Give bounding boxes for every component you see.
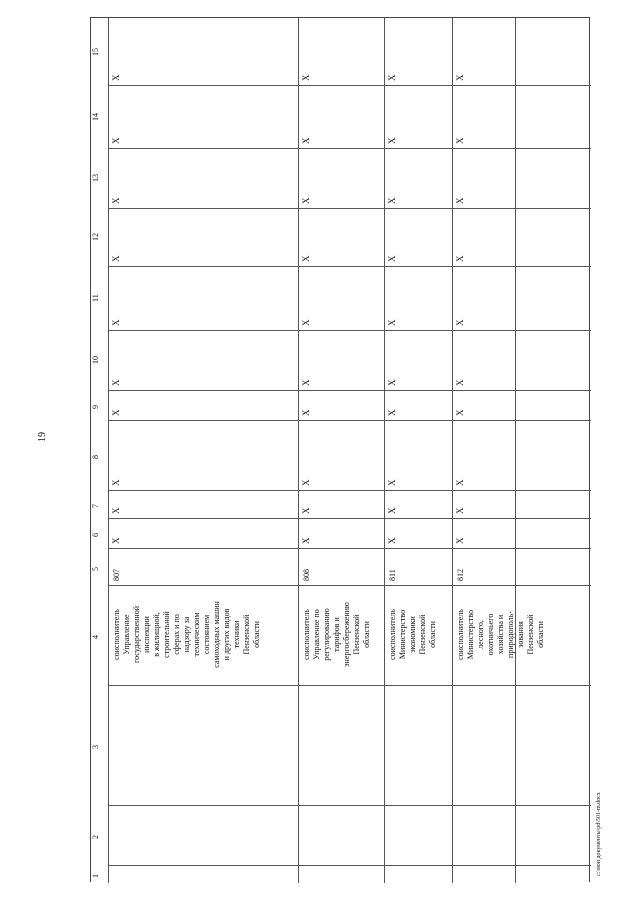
row-808-mark-12: X bbox=[301, 255, 311, 262]
row-name-line: состоянием bbox=[202, 614, 211, 655]
row-812-mark-12: X bbox=[455, 255, 465, 262]
row-name-line: соисполнитель bbox=[456, 609, 465, 660]
row-807-mark-7: X bbox=[111, 507, 121, 514]
row-811-name bbox=[388, 586, 438, 683]
column-header-15: 15 bbox=[91, 47, 100, 56]
row-name-line: техническим bbox=[192, 612, 201, 657]
row-812-mark-10: X bbox=[455, 379, 465, 386]
table-rule bbox=[108, 548, 591, 549]
row-812-code: 812 bbox=[456, 569, 465, 581]
row-name-line: области bbox=[252, 621, 261, 648]
row-807-name bbox=[112, 586, 262, 683]
footer-file-path: c:\мои документы\pd\501-m.docx bbox=[596, 792, 602, 876]
table-rule bbox=[108, 85, 591, 86]
row-name-line: сферах и по bbox=[172, 614, 181, 655]
column-header-7: 7 bbox=[91, 504, 100, 508]
row-812-mark-15: X bbox=[455, 74, 465, 81]
row-808-code: 808 bbox=[302, 569, 311, 581]
row-name-line: области bbox=[536, 621, 545, 648]
row-811-mark-9: X bbox=[387, 409, 397, 416]
table-rule bbox=[108, 865, 591, 866]
table-rule bbox=[108, 208, 591, 209]
row-812-mark-14: X bbox=[455, 137, 465, 144]
row-807-code: 807 bbox=[112, 569, 121, 581]
row-807-mark-15: X bbox=[111, 74, 121, 81]
row-name-line: Министерство bbox=[466, 609, 475, 660]
row-807-mark-12: X bbox=[111, 255, 121, 262]
row-name-line: хозяйства и bbox=[496, 614, 505, 655]
column-header-6: 6 bbox=[91, 533, 100, 537]
data-table bbox=[90, 17, 590, 882]
row-name-line: в жилищной, bbox=[152, 612, 161, 657]
row-811-code: 811 bbox=[388, 569, 397, 581]
row-808-mark-11: X bbox=[301, 319, 311, 326]
row-807-mark-8: X bbox=[111, 479, 121, 486]
row-811-mark-13: X bbox=[387, 197, 397, 204]
row-812-name bbox=[456, 586, 546, 683]
row-name-line: Пензенской bbox=[526, 614, 535, 655]
row-name-line: лесного, bbox=[476, 620, 485, 649]
column-header-10: 10 bbox=[91, 356, 100, 364]
row-811-mark-7: X bbox=[387, 507, 397, 514]
row-808-mark-10: X bbox=[301, 379, 311, 386]
row-name-line: надзору за bbox=[182, 616, 191, 653]
row-name-line: инспекции bbox=[142, 616, 151, 653]
row-811-mark-14: X bbox=[387, 137, 397, 144]
row-name-line: строительной bbox=[162, 611, 171, 658]
column-header-3: 3 bbox=[91, 745, 100, 749]
table-rule bbox=[108, 685, 591, 686]
row-812-mark-9: X bbox=[455, 409, 465, 416]
row-808-mark-14: X bbox=[301, 137, 311, 144]
row-name-line: тарифов и bbox=[332, 617, 341, 652]
row-807-mark-6: X bbox=[111, 537, 121, 544]
row-812-mark-6: X bbox=[455, 537, 465, 544]
row-name-line: природополь- bbox=[506, 611, 515, 658]
row-811-mark-12: X bbox=[387, 255, 397, 262]
row-name-line: Пензенской bbox=[418, 614, 427, 655]
row-811-mark-10: X bbox=[387, 379, 397, 386]
row-name-line: техники bbox=[232, 620, 241, 649]
row-name-line: соисполнитель bbox=[302, 609, 311, 660]
row-name-line: Пензенской bbox=[352, 614, 361, 655]
row-name-line: Министерство bbox=[398, 609, 407, 660]
column-header-13: 13 bbox=[91, 174, 100, 182]
row-name-line: соисполнитель bbox=[112, 609, 121, 660]
row-808-mark-7: X bbox=[301, 507, 311, 514]
row-name-line: соисполнитель bbox=[388, 609, 397, 660]
table-rule bbox=[108, 420, 591, 421]
row-name-line: государственной bbox=[132, 606, 141, 664]
page-number: 19 bbox=[37, 432, 48, 442]
row-812-mark-11: X bbox=[455, 319, 465, 326]
row-name-line: Управление bbox=[122, 614, 131, 655]
row-name-line: зования bbox=[516, 621, 525, 648]
row-808-mark-15: X bbox=[301, 74, 311, 81]
row-name-line: охотничьего bbox=[486, 613, 495, 656]
row-807-mark-10: X bbox=[111, 379, 121, 386]
row-807-mark-11: X bbox=[111, 319, 121, 326]
column-header-14: 14 bbox=[91, 112, 100, 121]
row-812-mark-8: X bbox=[455, 479, 465, 486]
row-807-mark-9: X bbox=[111, 409, 121, 416]
table-rule bbox=[108, 518, 591, 519]
table-rule bbox=[108, 148, 591, 149]
row-name-line: регулированию bbox=[322, 608, 331, 661]
row-811-mark-11: X bbox=[387, 319, 397, 326]
row-name-line: и других видов bbox=[222, 608, 231, 661]
column-header-11: 11 bbox=[91, 294, 100, 302]
row-808-mark-8: X bbox=[301, 479, 311, 486]
table-rule bbox=[108, 390, 591, 391]
column-header-4: 4 bbox=[91, 635, 100, 639]
row-name-line: Пензенской bbox=[242, 614, 251, 655]
row-name-line: самоходных машин bbox=[212, 601, 221, 668]
row-812-mark-7: X bbox=[455, 507, 465, 514]
table-rule bbox=[108, 330, 591, 331]
row-808-mark-6: X bbox=[301, 537, 311, 544]
row-name-line: Управление по bbox=[312, 609, 321, 660]
column-header-9: 9 bbox=[91, 405, 100, 409]
column-header-8: 8 bbox=[91, 455, 100, 459]
row-807-mark-13: X bbox=[111, 197, 121, 204]
column-header-5: 5 bbox=[91, 566, 100, 571]
row-807-mark-14: X bbox=[111, 137, 121, 144]
column-header-1: 1 bbox=[91, 874, 100, 878]
row-811-mark-6: X bbox=[387, 537, 397, 544]
row-812-mark-13: X bbox=[455, 197, 465, 204]
column-header-2: 2 bbox=[91, 835, 100, 839]
row-808-name bbox=[302, 586, 372, 683]
row-name-line: области bbox=[362, 621, 371, 648]
table-rule bbox=[108, 805, 591, 806]
row-name-line: области bbox=[428, 621, 437, 648]
table-rule bbox=[108, 490, 591, 491]
row-808-mark-13: X bbox=[301, 197, 311, 204]
column-header-12: 12 bbox=[91, 233, 100, 241]
row-name-line: энергосбережению bbox=[342, 602, 351, 667]
row-811-mark-8: X bbox=[387, 479, 397, 486]
row-811-mark-15: X bbox=[387, 74, 397, 81]
row-name-line: экономики bbox=[408, 616, 417, 653]
row-808-mark-9: X bbox=[301, 409, 311, 416]
table-rule bbox=[108, 266, 591, 267]
